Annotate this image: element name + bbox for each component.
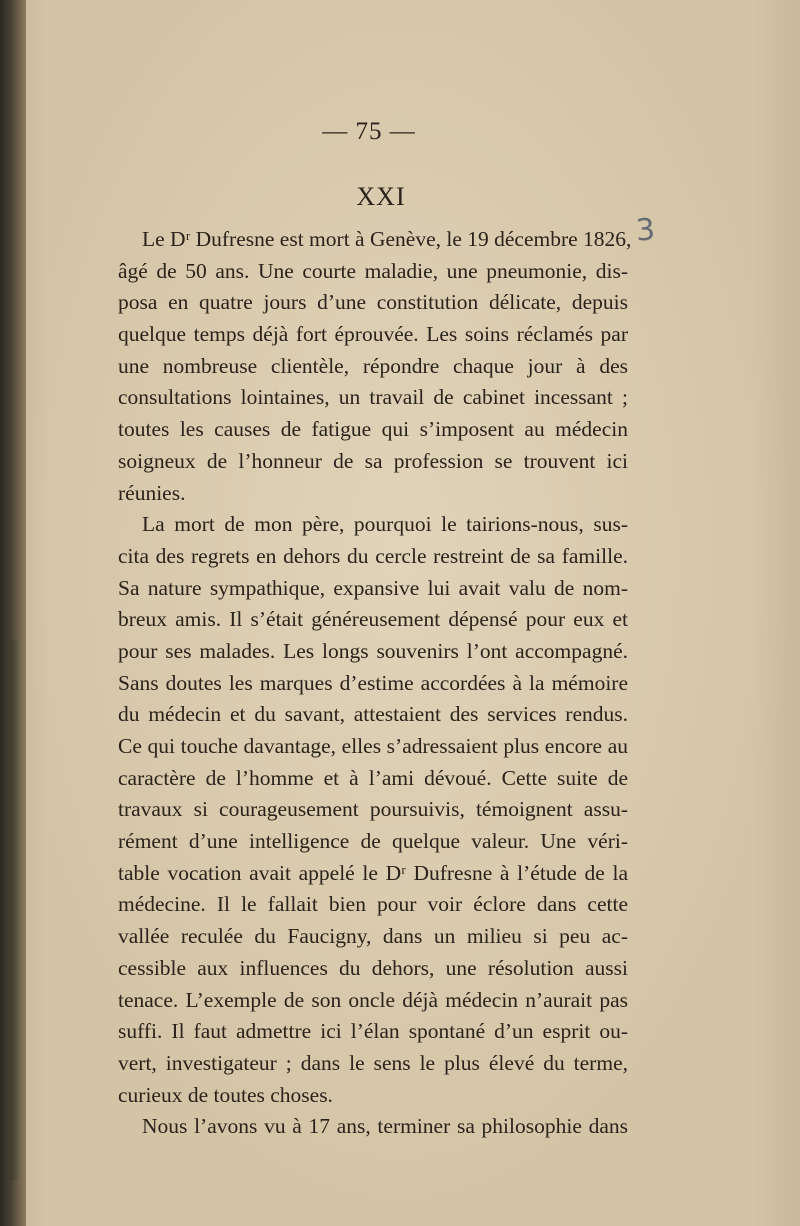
text-line: suffi. Il faut admettre ici l’élan spontané d’un esprit ou- bbox=[118, 1019, 628, 1044]
text-line: Le Dʳ Dufresne est mort à Genève, le 19 décembre 1826, bbox=[142, 227, 632, 251]
text-line: travaux si courageusement poursuivis, témoignent assu- bbox=[118, 797, 628, 822]
text-line: table vocation avait appelé le Dʳ Dufresne à l’étude de la bbox=[118, 860, 628, 885]
text-line: pour ses malades. Les longs souvenirs l’ont accompagné. bbox=[118, 638, 628, 663]
text-line: rément d’une intelligence de quelque valeur. Une véri- bbox=[118, 829, 628, 854]
text-line: posa en quatre jours d’une constitution délicate, depuis bbox=[118, 290, 628, 315]
text-line: tenace. L’exemple de son oncle déjà médecin n’aurait pas bbox=[118, 987, 628, 1012]
text-line: quelque temps déjà fort éprouvée. Les soins réclamés par bbox=[118, 322, 628, 347]
text-line: Nous l’avons vu à 17 ans, terminer sa philosophie dans bbox=[142, 1114, 628, 1139]
text-line: cita des regrets en dehors du cercle restreint de sa famille. bbox=[118, 543, 628, 568]
text-line: Sa nature sympathique, expansive lui avait valu de nom- bbox=[118, 575, 628, 600]
text-line: vert, investigateur ; dans le sens le plus élevé du terme, bbox=[118, 1050, 628, 1075]
text-line: breux amis. Il s’était généreusement dépensé pour eux et bbox=[118, 607, 628, 632]
text-line: cessible aux influences du dehors, une résolution aussi bbox=[118, 955, 628, 980]
text-line: consultations lointaines, un travail de cabinet incessant ; bbox=[118, 385, 628, 410]
chapter-heading: XXI bbox=[356, 182, 406, 211]
text-line: soigneux de l’honneur de sa profession se trouvent ici bbox=[118, 448, 628, 473]
text-line: caractère de l’homme et à l’ami dévoué. Cette suite de bbox=[118, 765, 628, 790]
text-line: toutes les causes de fatigue qui s’imposent au médecin bbox=[118, 417, 628, 442]
text-line: Ce qui touche davantage, elles s’adressaient plus encore au bbox=[118, 734, 628, 758]
text-line: vallée reculée du Faucigny, dans un milieu si peu ac- bbox=[118, 924, 628, 949]
text-line: curieux de toutes choses. bbox=[118, 1082, 333, 1107]
page-number: — 75 — bbox=[322, 118, 416, 145]
body-text bbox=[118, 224, 632, 1143]
text-line: La mort de mon père, pourquoi le tairions-nous, sus- bbox=[142, 512, 628, 537]
text-line: réunies. bbox=[118, 480, 186, 505]
text-line: âgé de 50 ans. Une courte maladie, une pneumonie, dis- bbox=[118, 258, 628, 283]
text-line: Sans doutes les marques d’estime accordées à la mémoire bbox=[118, 670, 628, 695]
text-line: une nombreuse clientèle, répondre chaque jour à des bbox=[118, 353, 628, 378]
handwritten-margin-note: 3 bbox=[634, 212, 657, 249]
text-line: du médecin et du savant, attestaient des services rendus. bbox=[118, 702, 628, 727]
text-line: médecine. Il le fallait bien pour voir éclore dans cette bbox=[118, 892, 628, 917]
